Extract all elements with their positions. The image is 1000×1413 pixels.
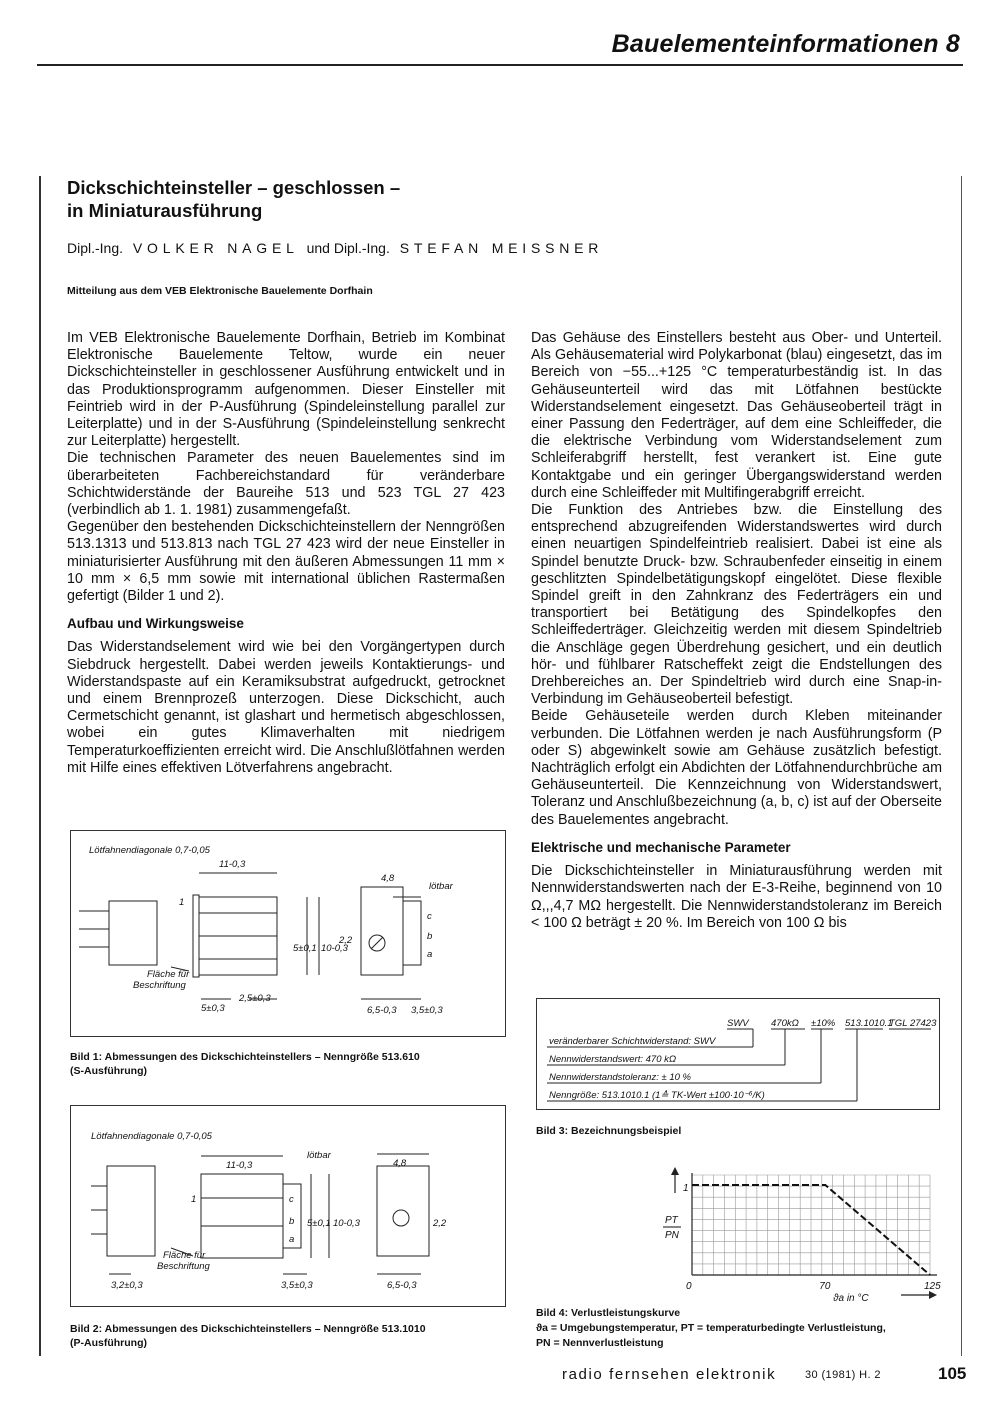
fig1-dim-10: 10-0,3 bbox=[321, 943, 348, 954]
fig2-dim-5: 5±0,1 bbox=[307, 1218, 331, 1229]
fig2-dim-4-8: 4,8 bbox=[393, 1158, 407, 1169]
fig2-dim-6-5: 6,5-0,3 bbox=[387, 1280, 417, 1291]
chart-y-label-numerator: PT bbox=[665, 1215, 678, 1226]
caption-line: Bild 1: Abmessungen des Dickschichteinstellers – Nenngröße 513.610 bbox=[70, 1051, 420, 1063]
fig2-dim-3-2: 3,2±0,3 bbox=[111, 1280, 143, 1291]
fig3-row-tolerance: Nennwiderstandstoleranz: ± 10 % bbox=[549, 1072, 691, 1083]
paragraph: Das Widerstandselement wird wie bei den Vorgängertypen durch Siebdruck hergestellt. Dabei werden jeweils Kontaktierungs- und Widerstandspaste auf ein Keramiksubstrat aufgedruckt, getrocknet und einem Brennprozeß unterzogen. Diese Dickschicht, auch Cermetschicht genannt, ist glashart und hermetisch abgeschlossen, wobei ein gutes Klimaverhalten mit niedrigem Temperaturkoeffizienten erreicht wird. Die Anschlußlötfahnen werden mit Hilfe eines effektiven Lötverfahrens angebracht. bbox=[67, 639, 505, 776]
fig2-dim-11: 11-0,3 bbox=[226, 1160, 253, 1171]
paragraph: Die technischen Parameter des neuen Bauelementes sind im überarbeiteten Fachbereichstandard für veränderbare Schichtwiderstände der Baureihe 513 und 523 TGL 27 423 (verbindlich ab 1. 1. 1981) zusammengefaßt. bbox=[67, 450, 505, 519]
chart-y-label-denominator: PN bbox=[665, 1230, 679, 1241]
title-line-1: Dickschichteinsteller – geschlossen – bbox=[67, 177, 401, 198]
fig1-dim-4-8: 4,8 bbox=[381, 873, 395, 884]
fig1-label-diagonal: Lötfahnendiagonale 0,7-0,05 bbox=[89, 845, 210, 856]
fig2-pin-b: b bbox=[289, 1216, 295, 1227]
fig1-dim-2-5: 2,5±0,3 bbox=[239, 993, 271, 1004]
article-title bbox=[67, 176, 400, 222]
fig1-pin-1: 1 bbox=[179, 897, 185, 908]
paragraph: Im VEB Elektronische Bauelemente Dorfhain, Betrieb im Kombinat Elektronische Bauelemente Teltow, wurde ein neuer Dickschichteinsteller in geschlossener Ausführung entwickelt und in das Produktionsprogramm aufgenommen. Dieser Einsteller mit Feintrieb wird in der P-Ausführung (Spindeleinstellung parallel zur Leiterplatte) und in der S-Ausführung (Spindeleinstellung senkrecht zur Leiterplatte) hergestellt. bbox=[67, 330, 505, 450]
right-margin-rule bbox=[961, 176, 962, 1356]
figure-2-drawing bbox=[71, 1106, 505, 1306]
affiliation-note: Mitteilung aus dem VEB Elektronische Bauelemente Dorfhain bbox=[67, 285, 373, 297]
caption-line: Bild 4: Verlustleistungskurve bbox=[536, 1307, 681, 1319]
figure-2 bbox=[70, 1105, 506, 1307]
fig3-row-type: veränderbarer Schichtwiderstand: SWV bbox=[549, 1036, 716, 1047]
fig3-row-size: Nenngröße: 513.1010.1 (1≙ TK-Wert ±100·10⁻⁶/K) bbox=[549, 1090, 765, 1101]
figure-1-caption bbox=[70, 1050, 510, 1078]
chart-y-arrowhead bbox=[671, 1167, 679, 1175]
fig3-row-resistance: Nennwiderstandswert: 470 kΩ bbox=[549, 1054, 677, 1065]
figure-3-drawing bbox=[537, 999, 939, 1109]
caption-line: ϑa = Umgebungstemperatur, PT = temperaturbedingte Verlustleistung, bbox=[536, 1322, 886, 1334]
figure-4-chart bbox=[655, 1155, 950, 1310]
fig1-pin-b: b bbox=[427, 931, 433, 942]
chart-x-tick-70: 70 bbox=[819, 1281, 831, 1292]
journal-volume: 30 (1981) H. 2 bbox=[805, 1369, 881, 1381]
fig1-label-beschriftung: Beschriftung bbox=[133, 980, 186, 991]
fig2-dim-2-2: 2,2 bbox=[433, 1218, 447, 1229]
series-title: Bauelementeinformationen 8 bbox=[611, 30, 960, 58]
paragraph: Beide Gehäuseteile werden durch Kleben miteinander verbunden. Die Lötfahnen werden je nach Ausführungsform (P oder S) abgewinkelt sowie am Gehäuse zusätzlich befestigt. Nachträglich erfolgt ein Abdichten der Lötfahnendurchbrüche am Gehäuseunterteil. Die Kennzeichnung von Widerstandswert, Toleranz und Anschlußbezeichnung (a, b, c) ist auf der Oberseite des Bauelementes angebracht. bbox=[531, 708, 942, 828]
figure-3-caption: Bild 3: Bezeichnungsbeispiel bbox=[536, 1125, 682, 1137]
paragraph: Die Funktion des Antriebes bzw. die Einstellung des entsprechend abzugreifenden Widerstandswertes wird durch einen neuartigen Spindelfeintrieb realisiert. Dabei ist eine als Spindel benutzte Druck- bzw. Schraubenfeder einseitig in einem geschlitzten Spindelbetätigungskopf eingelötet. Diese flexible Spindel greift in den Zahnkranz des Federträgers ein und transportiert bei Betätigung des Spindelkopfes den Schleiffederträger. Gleichzeitig werden mit diesem Spindeltrieb die Anschläge gegen Überdrehung gesichert, und ein deutlich hör- und fühlbarer Ratscheffekt zeigt die Endstellungen des Drehbereiches an. Der Spindeltrieb wird durch eine Snap-in-Verbindung im Gehäuseoberteil befestigt. bbox=[531, 502, 942, 708]
fig1-dim-5: 5±0,1 bbox=[293, 943, 317, 954]
column-right bbox=[531, 330, 942, 932]
fig2-pin-c: c bbox=[289, 1194, 294, 1205]
chart-x-tick-0: 0 bbox=[686, 1281, 692, 1292]
author2-degree: Dipl.-Ing. bbox=[333, 240, 390, 256]
figure-3 bbox=[536, 998, 940, 1110]
section-heading: Aufbau und Wirkungsweise bbox=[67, 616, 244, 632]
fig3-code-tgl: TGL 27423 bbox=[889, 1018, 937, 1029]
caption-line: PN = Nennverlustleistung bbox=[536, 1337, 664, 1349]
fig1-dim-3-5: 3,5±0,3 bbox=[411, 1005, 443, 1016]
fig3-code-resistance: 470kΩ bbox=[771, 1018, 799, 1029]
title-line-2: in Miniaturausführung bbox=[67, 200, 263, 221]
fig2-pin-a: a bbox=[289, 1234, 295, 1245]
authors-und: und bbox=[306, 240, 330, 256]
column-left bbox=[67, 330, 505, 777]
author1-degree: Dipl.-Ing. bbox=[67, 240, 124, 256]
paragraph: Das Gehäuse des Einstellers besteht aus Ober- und Unterteil. Als Gehäusematerial wird Polykarbonat (blau) eingesetzt, das im Bereich von −55...+125 °C temperaturbeständig ist. In das Gehäuseunterteil wird das mit Lötfahnen bestückte Widerstandselement eingesetzt. Das Gehäuseoberteil trägt in einer Passung den Federträger, auf dem eine Schleiffeder, die die elektrische Verbindung vom Widerstandselement zum Schleiferabgriff herstellt, fest verankert ist. Eine gute Kontaktgabe und ein geringer Übergangswiderstand werden durch eine Schleiffeder mit Multifingerabgriff erreicht. bbox=[531, 330, 942, 501]
page-number: 105 bbox=[938, 1364, 967, 1383]
fig3-code-size: 513.1010.1 bbox=[845, 1018, 893, 1029]
chart-x-tick-125: 125 bbox=[924, 1281, 941, 1292]
left-margin-rule bbox=[39, 176, 41, 1356]
fig1-label-loetbar: lötbar bbox=[429, 881, 453, 892]
section-heading: Elektrische und mechanische Parameter bbox=[531, 839, 791, 855]
fig2-label-diagonal: Lötfahnendiagonale 0,7-0,05 bbox=[91, 1131, 212, 1142]
chart-grid bbox=[692, 1175, 930, 1275]
caption-line: Bild 2: Abmessungen des Dickschichteinstellers – Nenngröße 513.1010 bbox=[70, 1323, 426, 1335]
paragraph: Gegenüber den bestehenden Dickschichteinstellern der Nenngrößen 513.1313 und 513.813 nach TGL 27 423 wird der neue Einsteller in miniaturisierter Ausführung mit den äußeren Abmessungen 11 mm × 10 mm × 6,5 mm sowie mit international üblichen Rastermaßen gefertigt (Bilder 1 und 2). bbox=[67, 519, 505, 605]
fig1-dim-11: 11-0,3 bbox=[219, 859, 246, 870]
caption-line: (P-Ausführung) bbox=[70, 1337, 147, 1349]
fig1-dim-2-2: 2,2 bbox=[339, 935, 353, 946]
author2-name: STEFAN MEISSNER bbox=[399, 240, 604, 256]
chart-x-label: ϑa in °C bbox=[833, 1293, 869, 1304]
fig2-dim-10: 10-0,3 bbox=[333, 1218, 360, 1229]
journal-name: radio fernsehen elektronik bbox=[562, 1366, 777, 1383]
paragraph: Die Dickschichteinsteller in Miniaturausführung werden mit Nennwiderstandswerten nach der E-3-Reihe, beginnend von 10 Ω,,,4,7 MΩ hergestellt. Die Nennwiderstandstoleranz im Bereich < 100 Ω beträgt ± 20 %. Im Bereich von 100 Ω bis bbox=[531, 863, 942, 931]
figure-1 bbox=[70, 830, 506, 1037]
figure-1-drawing bbox=[71, 831, 505, 1036]
figure-4-caption bbox=[536, 1306, 946, 1351]
chart-y-tick-1: 1 bbox=[683, 1183, 689, 1194]
fig3-code-tolerance: ±10% bbox=[811, 1018, 836, 1029]
fig2-label-flaeche: Fläche für bbox=[163, 1250, 206, 1261]
fig1-pin-a: a bbox=[427, 949, 433, 960]
fig2-label-beschriftung: Beschriftung bbox=[157, 1261, 210, 1272]
author1-name: VOLKER NAGEL bbox=[132, 240, 299, 256]
fig1-pin-c: c bbox=[427, 911, 432, 922]
fig1-dim-6-5: 6,5-0,3 bbox=[367, 1005, 397, 1016]
header-rule bbox=[37, 64, 963, 66]
fig2-dim-3-5: 3,5±0,3 bbox=[281, 1280, 313, 1291]
figure-2-caption bbox=[70, 1322, 510, 1350]
fig1-dim-5b: 5±0,3 bbox=[201, 1003, 225, 1014]
caption-line: (S-Ausführung) bbox=[70, 1065, 147, 1077]
fig2-pin-1: 1 bbox=[191, 1194, 197, 1205]
authors bbox=[67, 240, 607, 256]
chart-x-arrowhead bbox=[929, 1291, 937, 1299]
fig1-label-flaeche: Fläche für bbox=[147, 969, 190, 980]
fig2-label-loetbar: lötbar bbox=[307, 1150, 331, 1161]
fig3-code-swv: SWV bbox=[727, 1018, 749, 1029]
